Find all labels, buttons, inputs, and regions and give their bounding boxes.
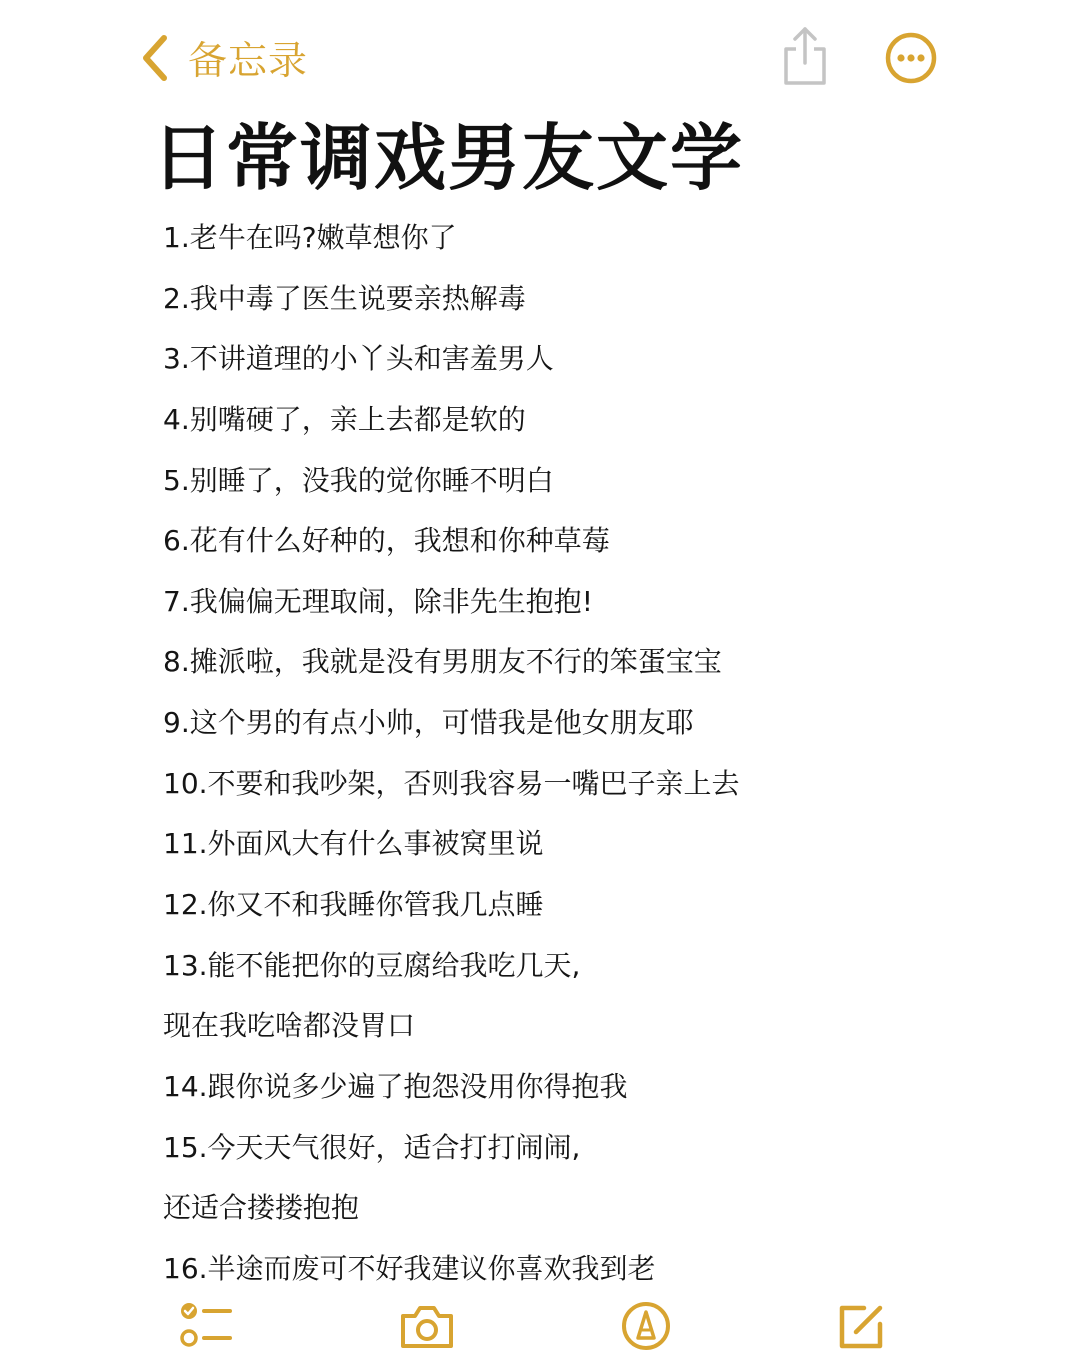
note-line: 2.我中毒了医生说要亲热解毒	[163, 281, 526, 315]
note-line: 11.外面风大有什么事被窝里说	[163, 827, 544, 861]
note-line: 12.你又不和我睡你管我几点睡	[163, 888, 544, 922]
note-title[interactable]: 日常调戏男友文学	[152, 116, 745, 200]
note-line: 9.这个男的有点小帅，可惜我是他女朋友耶	[163, 706, 694, 740]
note-line: 8.摊派啦，我就是没有男朋友不行的笨蛋宝宝	[163, 645, 722, 679]
note-line: 1.老牛在吗?嫩草想你了	[163, 221, 457, 254]
note-body[interactable]	[163, 208, 740, 1300]
back-button[interactable]	[138, 30, 308, 86]
note-line: 7.我偏偏无理取闹，除非先生抱抱!	[163, 584, 593, 618]
pen-markup-icon	[616, 1298, 676, 1354]
share-icon	[778, 72, 832, 91]
camera-icon	[397, 1298, 457, 1354]
share-button[interactable]	[778, 25, 832, 87]
chevron-left-icon	[138, 34, 170, 82]
bottom-toolbar	[0, 1290, 1080, 1364]
note-line: 还适合搂搂抱抱	[163, 1191, 360, 1225]
note-line: 现在我吃啥都没胃口	[163, 1009, 416, 1043]
note-line: 16.半途而废可不好我建议你喜欢我到老	[163, 1251, 656, 1285]
compose-button[interactable]	[832, 1298, 892, 1354]
note-line: 10.不要和我吵架，否则我容易一嘴巴子亲上去	[163, 766, 740, 800]
note-line: 6.花有什么好种的，我想和你种草莓	[163, 524, 610, 558]
note-line: 4.别嘴硬了，亲上去都是软的	[163, 402, 526, 436]
note-line: 15.今天天气很好，适合打打闹闹,	[163, 1130, 581, 1164]
checklist-icon	[176, 1298, 236, 1354]
note-line: 14.跟你说多少遍了抱怨没用你得抱我	[163, 1069, 628, 1103]
back-label: 备忘录	[188, 39, 309, 84]
more-button[interactable]	[884, 31, 938, 85]
more-circle-icon	[884, 70, 938, 89]
compose-icon	[832, 1298, 892, 1354]
note-line: 13.能不能把你的豆腐给我吃几天,	[163, 948, 581, 982]
checklist-button[interactable]	[176, 1298, 236, 1354]
markup-button[interactable]	[616, 1298, 676, 1354]
note-line: 3.不讲道理的小丫头和害羞男人	[163, 342, 554, 376]
note-line: 5.别睡了，没我的觉你睡不明白	[163, 463, 554, 497]
navigation-bar	[0, 0, 1080, 115]
camera-button[interactable]	[397, 1298, 457, 1354]
